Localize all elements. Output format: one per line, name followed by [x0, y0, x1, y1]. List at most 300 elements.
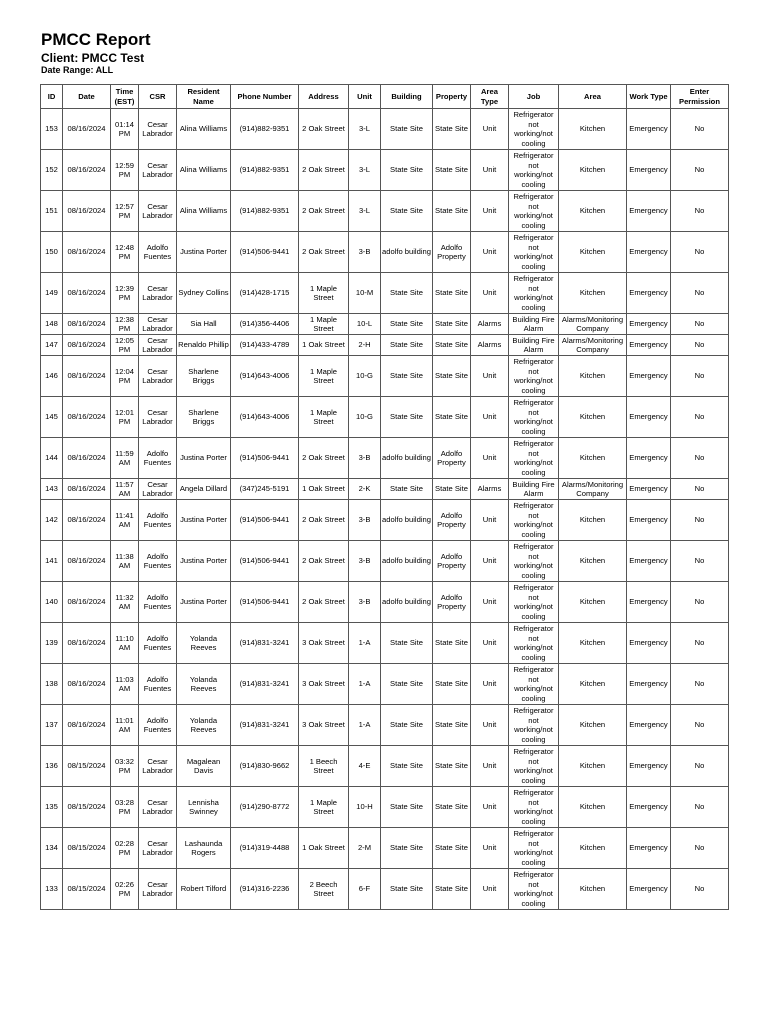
table-cell: Unit [471, 232, 509, 273]
table-cell: State Site [433, 109, 471, 150]
table-cell: Refrigerator not working/not cooling [509, 746, 559, 787]
table-row [41, 664, 729, 705]
table-cell: 3-L [349, 191, 381, 232]
table-cell: State Site [433, 746, 471, 787]
table-cell: State Site [381, 746, 433, 787]
table-cell: (914)882-9351 [231, 150, 299, 191]
table-cell: Building Fire Alarm [509, 335, 559, 356]
table-cell: 08/16/2024 [63, 623, 111, 664]
table-cell: Refrigerator not working/not cooling [509, 356, 559, 397]
table-cell: Unit [471, 191, 509, 232]
table-cell: 08/16/2024 [63, 582, 111, 623]
table-cell: Kitchen [559, 500, 627, 541]
table-cell: Cesar Labrador [139, 109, 177, 150]
table-cell: 140 [41, 582, 63, 623]
table-row [41, 109, 729, 150]
table-cell: 08/16/2024 [63, 705, 111, 746]
table-cell: 146 [41, 356, 63, 397]
table-cell: Emergency [627, 500, 671, 541]
table-cell: 10-M [349, 273, 381, 314]
table-cell: Cesar Labrador [139, 356, 177, 397]
table-cell: Kitchen [559, 541, 627, 582]
table-cell: 6-F [349, 869, 381, 910]
table-cell: Emergency [627, 314, 671, 335]
table-cell: State Site [433, 335, 471, 356]
table-cell: 134 [41, 828, 63, 869]
column-header: Work Type [627, 85, 671, 109]
table-cell: No [671, 273, 729, 314]
table-cell: 12:48 PM [111, 232, 139, 273]
table-cell: (914)319-4488 [231, 828, 299, 869]
table-cell: 136 [41, 746, 63, 787]
table-cell: (914)506-9441 [231, 541, 299, 582]
table-cell: 1-A [349, 623, 381, 664]
table-cell: (914)882-9351 [231, 191, 299, 232]
table-cell: 1 Maple Street [299, 356, 349, 397]
table-cell: 143 [41, 479, 63, 500]
table-cell: No [671, 438, 729, 479]
table-cell: State Site [381, 828, 433, 869]
table-cell: 08/16/2024 [63, 232, 111, 273]
table-cell: 2 Oak Street [299, 109, 349, 150]
table-cell: adolfo building [381, 438, 433, 479]
table-cell: 3-L [349, 150, 381, 191]
table-cell: Lennisha Swinney [177, 787, 231, 828]
table-row [41, 397, 729, 438]
column-header: Resident Name [177, 85, 231, 109]
table-cell: 10-G [349, 397, 381, 438]
table-cell: Emergency [627, 705, 671, 746]
table-cell: (914)316-2236 [231, 869, 299, 910]
column-header: Area [559, 85, 627, 109]
table-cell: State Site [381, 664, 433, 705]
table-cell: Kitchen [559, 869, 627, 910]
table-cell: 12:57 PM [111, 191, 139, 232]
table-cell: Cesar Labrador [139, 746, 177, 787]
table-cell: No [671, 582, 729, 623]
table-cell: 11:03 AM [111, 664, 139, 705]
table-cell: (914)506-9441 [231, 232, 299, 273]
table-body [41, 109, 729, 910]
table-cell: State Site [381, 479, 433, 500]
table-cell: Refrigerator not working/not cooling [509, 541, 559, 582]
table-cell: 1-A [349, 705, 381, 746]
table-cell: Adolfo Fuentes [139, 438, 177, 479]
table-cell: Kitchen [559, 438, 627, 479]
table-cell: Kitchen [559, 828, 627, 869]
table-cell: State Site [381, 314, 433, 335]
table-cell: 03:32 PM [111, 746, 139, 787]
table-cell: Cesar Labrador [139, 150, 177, 191]
table-cell: (914)831-3241 [231, 664, 299, 705]
table-cell: No [671, 397, 729, 438]
table-cell: Cesar Labrador [139, 191, 177, 232]
table-cell: Kitchen [559, 746, 627, 787]
table-cell: Unit [471, 746, 509, 787]
table-cell: 1 Maple Street [299, 314, 349, 335]
report-client: Client: PMCC Test [41, 51, 145, 65]
table-row [41, 500, 729, 541]
table-cell: 08/16/2024 [63, 664, 111, 705]
table-cell: 08/16/2024 [63, 500, 111, 541]
table-row [41, 541, 729, 582]
table-cell: 1 Maple Street [299, 397, 349, 438]
table-cell: (914)831-3241 [231, 705, 299, 746]
table-cell: Emergency [627, 746, 671, 787]
table-cell: Emergency [627, 582, 671, 623]
table-cell: 3-B [349, 232, 381, 273]
table-cell: Adolfo Property [433, 541, 471, 582]
table-cell: Kitchen [559, 356, 627, 397]
table-cell: 141 [41, 541, 63, 582]
table-cell: Refrigerator not working/not cooling [509, 828, 559, 869]
table-cell: 2-M [349, 828, 381, 869]
table-cell: 150 [41, 232, 63, 273]
table-cell: Justina Porter [177, 582, 231, 623]
table-row [41, 705, 729, 746]
table-cell: (914)643-4006 [231, 356, 299, 397]
table-cell: 3-B [349, 541, 381, 582]
table-cell: Refrigerator not working/not cooling [509, 869, 559, 910]
table-cell: State Site [433, 191, 471, 232]
column-header: Time (EST) [111, 85, 139, 109]
table-cell: 3-B [349, 582, 381, 623]
table-row [41, 828, 729, 869]
table-cell: No [671, 500, 729, 541]
table-cell: Kitchen [559, 273, 627, 314]
table-cell: Sharlene Briggs [177, 397, 231, 438]
table-cell: 08/16/2024 [63, 438, 111, 479]
table-row [41, 479, 729, 500]
table-cell: 11:32 AM [111, 582, 139, 623]
table-cell: Unit [471, 438, 509, 479]
column-header: Enter Permission [671, 85, 729, 109]
table-cell: Alina Williams [177, 150, 231, 191]
table-cell: Kitchen [559, 150, 627, 191]
table-cell: 08/16/2024 [63, 150, 111, 191]
table-cell: Emergency [627, 335, 671, 356]
table-cell: Refrigerator not working/not cooling [509, 397, 559, 438]
table-cell: Emergency [627, 664, 671, 705]
table-cell: 148 [41, 314, 63, 335]
table-cell: 2 Oak Street [299, 500, 349, 541]
table-cell: Emergency [627, 109, 671, 150]
table-cell: No [671, 232, 729, 273]
table-cell: Adolfo Property [433, 582, 471, 623]
table-cell: Unit [471, 582, 509, 623]
table-cell: 12:39 PM [111, 273, 139, 314]
table-cell: 08/16/2024 [63, 356, 111, 397]
table-cell: Refrigerator not working/not cooling [509, 109, 559, 150]
table-cell: 1 Oak Street [299, 335, 349, 356]
table-cell: (914)428-1715 [231, 273, 299, 314]
table-cell: (347)245-5191 [231, 479, 299, 500]
table-cell: 11:38 AM [111, 541, 139, 582]
table-cell: Unit [471, 356, 509, 397]
table-cell: Emergency [627, 479, 671, 500]
table-cell: 2-H [349, 335, 381, 356]
table-cell: (914)506-9441 [231, 500, 299, 541]
table-cell: Sharlene Briggs [177, 356, 231, 397]
table-cell: Unit [471, 869, 509, 910]
table-cell: 08/15/2024 [63, 787, 111, 828]
table-cell: No [671, 150, 729, 191]
table-cell: Justina Porter [177, 500, 231, 541]
table-cell: Refrigerator not working/not cooling [509, 623, 559, 664]
table-cell: Adolfo Fuentes [139, 705, 177, 746]
table-cell: (914)290-8772 [231, 787, 299, 828]
table-header-row [41, 85, 729, 109]
table-row [41, 746, 729, 787]
column-header: ID [41, 85, 63, 109]
table-cell: adolfo building [381, 232, 433, 273]
table-cell: Refrigerator not working/not cooling [509, 273, 559, 314]
table-cell: Kitchen [559, 109, 627, 150]
table-cell: Sydney Collins [177, 273, 231, 314]
table-cell: Refrigerator not working/not cooling [509, 500, 559, 541]
table-cell: 3-L [349, 109, 381, 150]
table-cell: Alina Williams [177, 109, 231, 150]
table-cell: (914)356-4406 [231, 314, 299, 335]
table-cell: Kitchen [559, 582, 627, 623]
table-cell: Emergency [627, 397, 671, 438]
table-cell: Unit [471, 623, 509, 664]
table-cell: (914)831-3241 [231, 623, 299, 664]
table-cell: State Site [433, 664, 471, 705]
table-cell: Alarms/Monitoring Company [559, 479, 627, 500]
table-cell: State Site [433, 314, 471, 335]
table-cell: (914)433-4789 [231, 335, 299, 356]
table-cell: 145 [41, 397, 63, 438]
table-cell: Robert Tilford [177, 869, 231, 910]
table-cell: 139 [41, 623, 63, 664]
table-cell: Unit [471, 109, 509, 150]
table-cell: No [671, 335, 729, 356]
table-row [41, 356, 729, 397]
table-cell: Yolanda Reeves [177, 705, 231, 746]
table-cell: Cesar Labrador [139, 869, 177, 910]
column-header: CSR [139, 85, 177, 109]
table-cell: Refrigerator not working/not cooling [509, 664, 559, 705]
table-cell: No [671, 828, 729, 869]
table-cell: Emergency [627, 623, 671, 664]
table-cell: Unit [471, 397, 509, 438]
table-cell: Refrigerator not working/not cooling [509, 150, 559, 191]
table-cell: Refrigerator not working/not cooling [509, 438, 559, 479]
table-cell: Adolfo Fuentes [139, 623, 177, 664]
table-cell: State Site [381, 869, 433, 910]
table-cell: Unit [471, 541, 509, 582]
table-cell: 08/15/2024 [63, 746, 111, 787]
table-cell: Cesar Labrador [139, 397, 177, 438]
table-cell: 08/16/2024 [63, 397, 111, 438]
table-cell: (914)882-9351 [231, 109, 299, 150]
table-cell: Yolanda Reeves [177, 623, 231, 664]
table-cell: State Site [381, 623, 433, 664]
table-cell: 08/15/2024 [63, 869, 111, 910]
table-cell: Alarms [471, 479, 509, 500]
table-cell: State Site [381, 335, 433, 356]
table-cell: 08/16/2024 [63, 335, 111, 356]
table-cell: 144 [41, 438, 63, 479]
table-cell: Lashaunda Rogers [177, 828, 231, 869]
table-cell: Unit [471, 273, 509, 314]
table-cell: Adolfo Fuentes [139, 582, 177, 623]
table-cell: Kitchen [559, 664, 627, 705]
table-cell: 01:14 PM [111, 109, 139, 150]
table-cell: 12:01 PM [111, 397, 139, 438]
column-header: Property [433, 85, 471, 109]
table-cell: No [671, 314, 729, 335]
table-cell: 12:59 PM [111, 150, 139, 191]
report-table [40, 84, 729, 910]
table-cell: Justina Porter [177, 438, 231, 479]
table-cell: Unit [471, 664, 509, 705]
table-cell: Magalean Davis [177, 746, 231, 787]
table-cell: 1 Oak Street [299, 479, 349, 500]
table-cell: 08/16/2024 [63, 109, 111, 150]
table-cell: Kitchen [559, 191, 627, 232]
table-cell: 2-K [349, 479, 381, 500]
table-cell: Renaldo Phillip [177, 335, 231, 356]
table-cell: State Site [433, 828, 471, 869]
table-cell: 3 Oak Street [299, 664, 349, 705]
table-row [41, 150, 729, 191]
table-cell: No [671, 541, 729, 582]
table-cell: 2 Oak Street [299, 150, 349, 191]
table-cell: 10-G [349, 356, 381, 397]
column-header: Job [509, 85, 559, 109]
table-cell: State Site [433, 479, 471, 500]
table-cell: 2 Beech Street [299, 869, 349, 910]
table-cell: 2 Oak Street [299, 232, 349, 273]
table-cell: No [671, 787, 729, 828]
table-cell: 2 Oak Street [299, 191, 349, 232]
table-cell: 138 [41, 664, 63, 705]
table-cell: 08/16/2024 [63, 541, 111, 582]
table-row [41, 438, 729, 479]
table-row [41, 335, 729, 356]
table-cell: Unit [471, 828, 509, 869]
table-cell: 2 Oak Street [299, 541, 349, 582]
table-cell: No [671, 191, 729, 232]
table-cell: Refrigerator not working/not cooling [509, 705, 559, 746]
table-cell: Kitchen [559, 787, 627, 828]
table-cell: 08/15/2024 [63, 828, 111, 869]
table-cell: 11:57 AM [111, 479, 139, 500]
column-header: Unit [349, 85, 381, 109]
table-cell: Justina Porter [177, 541, 231, 582]
table-cell: Emergency [627, 150, 671, 191]
table-cell: Refrigerator not working/not cooling [509, 787, 559, 828]
table-cell: State Site [381, 150, 433, 191]
table-cell: No [671, 869, 729, 910]
table-cell: 1 Oak Street [299, 828, 349, 869]
table-cell: Justina Porter [177, 232, 231, 273]
table-cell: adolfo building [381, 500, 433, 541]
table-cell: 152 [41, 150, 63, 191]
table-cell: State Site [381, 787, 433, 828]
table-cell: (914)506-9441 [231, 438, 299, 479]
table-cell: Emergency [627, 191, 671, 232]
table-row [41, 582, 729, 623]
table-cell: Emergency [627, 869, 671, 910]
table-row [41, 787, 729, 828]
table-cell: 11:10 AM [111, 623, 139, 664]
table-cell: 1-A [349, 664, 381, 705]
table-cell: Cesar Labrador [139, 314, 177, 335]
table-cell: Adolfo Fuentes [139, 541, 177, 582]
table-cell: State Site [433, 623, 471, 664]
table-cell: (914)506-9441 [231, 582, 299, 623]
table-cell: 10-H [349, 787, 381, 828]
table-cell: 137 [41, 705, 63, 746]
table-cell: Emergency [627, 541, 671, 582]
table-cell: 142 [41, 500, 63, 541]
column-header: Phone Number [231, 85, 299, 109]
table-cell: Building Fire Alarm [509, 314, 559, 335]
table-cell: adolfo building [381, 582, 433, 623]
table-cell: 1 Maple Street [299, 787, 349, 828]
table-cell: 1 Maple Street [299, 273, 349, 314]
table-cell: State Site [433, 705, 471, 746]
table-cell: State Site [433, 356, 471, 397]
table-cell: (914)830-9662 [231, 746, 299, 787]
table-cell: 08/16/2024 [63, 273, 111, 314]
table-cell: 08/16/2024 [63, 191, 111, 232]
table-cell: 11:59 AM [111, 438, 139, 479]
table-cell: Alarms [471, 314, 509, 335]
table-cell: No [671, 356, 729, 397]
table-cell: 153 [41, 109, 63, 150]
table-cell: 11:41 AM [111, 500, 139, 541]
table-cell: 2 Oak Street [299, 582, 349, 623]
table-cell: Emergency [627, 273, 671, 314]
table-cell: Adolfo Fuentes [139, 500, 177, 541]
table-cell: Angela Dillard [177, 479, 231, 500]
table-cell: Emergency [627, 356, 671, 397]
table-cell: State Site [433, 397, 471, 438]
table-cell: adolfo building [381, 541, 433, 582]
table-cell: Refrigerator not working/not cooling [509, 191, 559, 232]
table-cell: Refrigerator not working/not cooling [509, 582, 559, 623]
table-cell: State Site [381, 705, 433, 746]
table-cell: 151 [41, 191, 63, 232]
table-row [41, 314, 729, 335]
table-cell: State Site [381, 356, 433, 397]
table-cell: 135 [41, 787, 63, 828]
table-cell: 08/16/2024 [63, 479, 111, 500]
table-cell: 1 Beech Street [299, 746, 349, 787]
table-cell: No [671, 705, 729, 746]
table-cell: Adolfo Property [433, 438, 471, 479]
table-cell: Emergency [627, 828, 671, 869]
table-row [41, 273, 729, 314]
table-cell: Cesar Labrador [139, 787, 177, 828]
table-cell: 149 [41, 273, 63, 314]
table-cell: State Site [433, 273, 471, 314]
table-cell: State Site [433, 787, 471, 828]
report-date-range: Date Range: ALL [41, 65, 114, 75]
table-cell: Adolfo Fuentes [139, 664, 177, 705]
table-cell: Alarms/Monitoring Company [559, 314, 627, 335]
table-cell: State Site [381, 109, 433, 150]
table-cell: No [671, 623, 729, 664]
table-cell: Unit [471, 500, 509, 541]
table-cell: Refrigerator not working/not cooling [509, 232, 559, 273]
table-cell: Yolanda Reeves [177, 664, 231, 705]
table-cell: (914)643-4006 [231, 397, 299, 438]
